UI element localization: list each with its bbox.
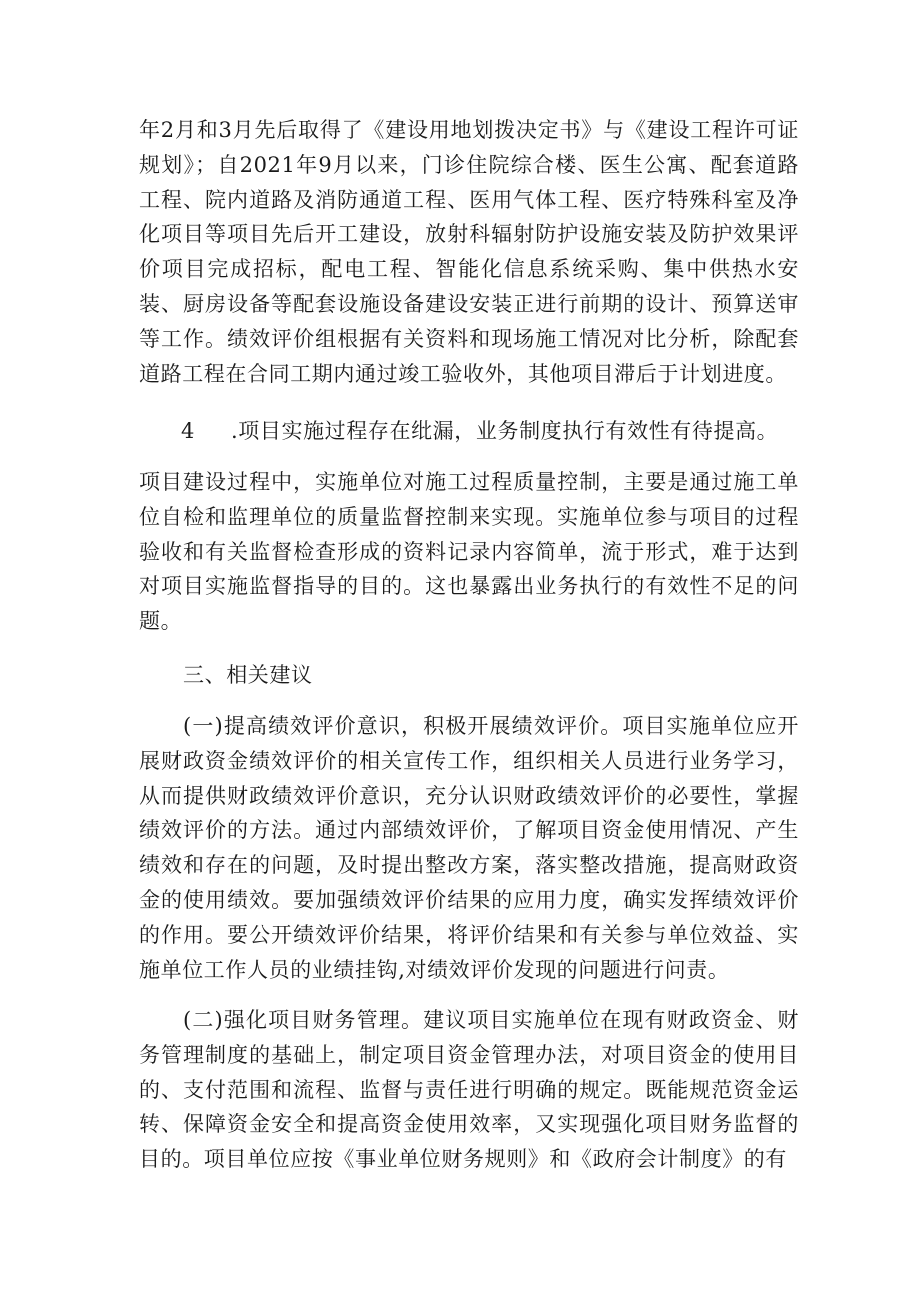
paragraph-text: 项目建设过程中，实施单位对施工过程质量控制，主要是通过施工单位自检和监理单位的质量监督控制来实现。实施单位参与项目的过程验收和有关监督检查形成的资料记录内容简单，流于形式，难于达到对项目实施监督指导的目的。这也暴露出业务执行的有效性不足的问题。 bbox=[139, 470, 799, 634]
paragraph-text: (一)提高绩效评价意识，积极开展绩效评价。项目实施单位应开展财政资金绩效评价的相关宣传工作，组织相关人员进行业务学习，从而提供财政绩效评价意识，充分认识财政绩效评价的必要性，掌握绩效评价的方法。通过内部绩效评价，了解项目资金使用情况、产生绩效和存在的问题，及时提出整改方案，落实整改措施，提高财政资金的使用绩效。要加强绩效评价结果的应用力度，确实发挥绩效评价的作用。要公开绩效评价结果，将评价结果和有关参与单位效益、实施单位工作人员的业绩挂钩,对绩效评价发现的问题进行问责。 bbox=[139, 714, 799, 982]
paragraph-quality-control bbox=[139, 465, 799, 639]
heading-text: .项目实施过程存在纰漏，业务制度执行有效性有待提高。 bbox=[231, 419, 779, 443]
section-heading-3 bbox=[139, 658, 819, 692]
heading-number: 4 bbox=[181, 419, 195, 443]
section-title: 三、相关建议 bbox=[183, 663, 313, 687]
paragraph-suggestion-2 bbox=[139, 1003, 799, 1177]
paragraph-suggestion-1 bbox=[139, 709, 799, 987]
paragraph-text: (二)强化项目财务管理。建议项目实施单位在现有财政资金、财务管理制度的基础上，制定项目资金管理办法，对项目资金的使用目的、支付范围和流程、监督与责任进行明确的规定。既能规范资金运转、保障资金安全和提高资金使用效率，又实现强化项目财务监督的目的。项目单位应按《事业单位财务规则》和《政府会计制度》的有 bbox=[139, 1008, 799, 1172]
paragraph-progress-delay bbox=[139, 113, 799, 391]
heading-item-4 bbox=[139, 414, 819, 448]
paragraph-text: 年2月和3月先后取得了《建设用地划拨决定书》与《建设工程许可证规划》；自2021年9月以来，门诊住院综合楼、医生公寓、配套道路工程、院内道路及消防通道工程、医用气体工程、医疗特殊科室及净化项目等项目先后开工建设，放射科辐射防护设施安装及防护效果评价项目完成招标，配电工程、智能化信息系统采购、集中供热水安装、厨房设备等配套设施设备建设安装正进行前期的设计、预算送审等工作。绩效评价组根据有关资料和现场施工情况对比分析，除配套道路工程在合同工期内通过竣工验收外，其他项目滞后于计划进度。 bbox=[139, 118, 799, 386]
